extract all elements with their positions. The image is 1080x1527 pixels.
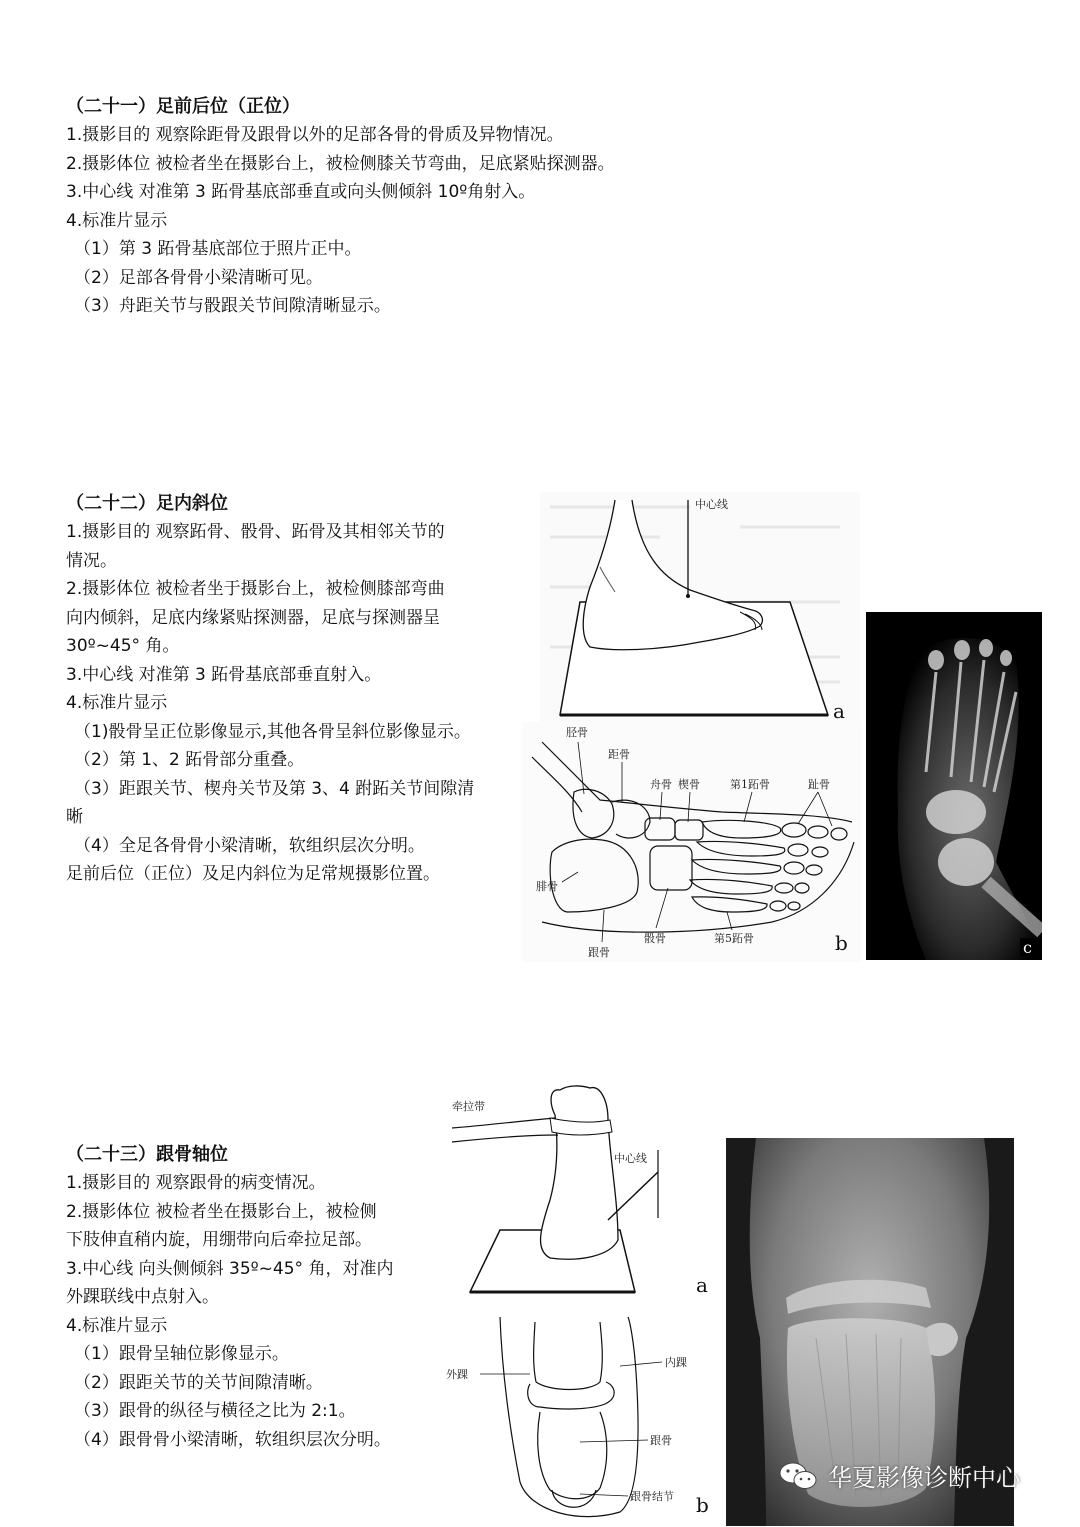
cuboid-label: 骰骨 bbox=[644, 932, 666, 945]
section-foot-oblique bbox=[66, 490, 474, 889]
position-line-cont: 30º~45° 角。 bbox=[66, 636, 180, 656]
purpose-line: 1.摄影目的 观察除距骨及跟骨以外的足部各骨的骨质及异物情况。 bbox=[66, 125, 564, 145]
criteria-item: （3）距跟关节、楔舟关节及第 3、4 跗跖关节间隙清 bbox=[74, 778, 475, 799]
foot-oblique-diagram-a bbox=[540, 492, 860, 722]
purpose-line: 1.摄影目的 观察跖骨、骰骨、跖骨及其相邻关节的 bbox=[66, 522, 445, 542]
foot-oblique-bone-diagram-b bbox=[522, 722, 862, 962]
summary-line: 足前后位（正位）及足内斜位为足常规摄影位置。 bbox=[66, 864, 440, 884]
calcaneus-axial-bone-diagram-b bbox=[440, 1312, 720, 1527]
central-ray-line: 3.中心线 对准第 3 跖骨基底部垂直射入。 bbox=[66, 664, 382, 685]
tibia-label: 胫骨 bbox=[566, 726, 588, 739]
calcaneus-label: 跟骨 bbox=[650, 1434, 672, 1447]
figure-label-c: c bbox=[1023, 938, 1032, 957]
calcaneal-tuberosity-label: 跟骨结节 bbox=[630, 1490, 674, 1503]
watermark bbox=[778, 1458, 1020, 1493]
center-line-label: 中心线 bbox=[614, 1152, 647, 1165]
standard-film-heading: 4.标准片显示 bbox=[66, 210, 168, 231]
calcaneus-axial-diagram-a bbox=[440, 1080, 720, 1310]
criteria-item: （4）全足各骨骨小梁清晰，软组织层次分明。 bbox=[74, 835, 425, 856]
section-foot-ap bbox=[66, 93, 615, 321]
position-line-cont: 向内倾斜，足底内缘紧贴探测器，足底与探测器呈 bbox=[66, 607, 440, 628]
medial-malleolus-label: 内踝 bbox=[665, 1356, 687, 1369]
fibula-label: 腓骨 bbox=[536, 880, 558, 893]
purpose-line: 1.摄影目的 观察跟骨的病变情况。 bbox=[66, 1173, 326, 1193]
criteria-item: （3）舟距关节与骰跟关节间隙清晰显示。 bbox=[74, 296, 391, 316]
criteria-item: （1）跟骨呈轴位影像显示。 bbox=[74, 1344, 289, 1364]
criteria-item: （1)骰骨呈正位影像显示,其他各骨呈斜位影像显示。 bbox=[74, 721, 471, 742]
standard-film-heading: 4.标准片显示 bbox=[66, 693, 168, 713]
position-line: 2.摄影体位 被检者坐在摄影台上，被检侧膝关节弯曲，足底紧贴探测器。 bbox=[66, 153, 615, 174]
central-ray-line: 3.中心线 对准第 3 跖骨基底部垂直或向头侧倾斜 10º角射入。 bbox=[66, 182, 536, 202]
wechat-icon bbox=[778, 1461, 818, 1491]
central-ray-line-cont: 外踝联线中点射入。 bbox=[66, 1287, 219, 1307]
figure-label-b: b bbox=[835, 931, 848, 955]
watermark-text: 华夏影像诊断中心 bbox=[828, 1464, 1020, 1492]
criteria-item: （2）足部各骨骨小梁清晰可见。 bbox=[74, 267, 323, 288]
calcaneus-label: 跟骨 bbox=[588, 946, 610, 959]
position-line-cont: 下肢伸直稍内旋，用绷带向后牵拉足部。 bbox=[66, 1230, 372, 1250]
section-calcaneus-axial bbox=[66, 1141, 393, 1454]
criteria-item: （2）第 1、2 跖骨部分重叠。 bbox=[74, 750, 305, 770]
criteria-item: （1）第 3 跖骨基底部位于照片正中。 bbox=[74, 239, 362, 259]
lateral-malleolus-label: 外踝 bbox=[446, 1368, 468, 1381]
center-line-label: 中心线 bbox=[695, 498, 728, 511]
foot-oblique-xray-c bbox=[866, 612, 1042, 960]
position-line: 2.摄影体位 被检者坐在摄影台上，被检侧 bbox=[66, 1201, 377, 1222]
phalanx-label: 趾骨 bbox=[808, 778, 830, 791]
section-title: （二十一）足前后位（正位） bbox=[66, 96, 300, 117]
metatarsal1-label: 第1跖骨 bbox=[730, 778, 770, 791]
figure-label-b: b bbox=[696, 1493, 709, 1517]
navicular-label: 舟骨 bbox=[650, 778, 672, 791]
talus-label: 距骨 bbox=[608, 748, 630, 761]
section-title: （二十二）足内斜位 bbox=[66, 493, 228, 514]
figure-label-a: a bbox=[833, 699, 845, 722]
central-ray-line: 3.中心线 向头侧倾斜 35º~45° 角，对准内 bbox=[66, 1258, 394, 1279]
metatarsal5-label: 第5跖骨 bbox=[714, 932, 754, 945]
purpose-line-cont: 情况。 bbox=[66, 550, 117, 571]
standard-film-heading: 4.标准片显示 bbox=[66, 1315, 168, 1336]
criteria-item: （2）跟距关节的关节间隙清晰。 bbox=[74, 1372, 323, 1393]
criteria-item: （4）跟骨骨小梁清晰，软组织层次分明。 bbox=[74, 1429, 391, 1450]
position-line: 2.摄影体位 被检者坐于摄影台上，被检侧膝部弯曲 bbox=[66, 579, 445, 599]
section-title: （二十三）跟骨轴位 bbox=[66, 1144, 228, 1165]
cuneiform-label: 楔骨 bbox=[678, 778, 700, 791]
criteria-item: （3）跟骨的纵径与横径之比为 2:1。 bbox=[74, 1401, 356, 1421]
figure-label-a: a bbox=[696, 1273, 708, 1297]
strap-label: 牵拉带 bbox=[452, 1100, 485, 1113]
criteria-item-cont: 晰 bbox=[66, 807, 83, 827]
